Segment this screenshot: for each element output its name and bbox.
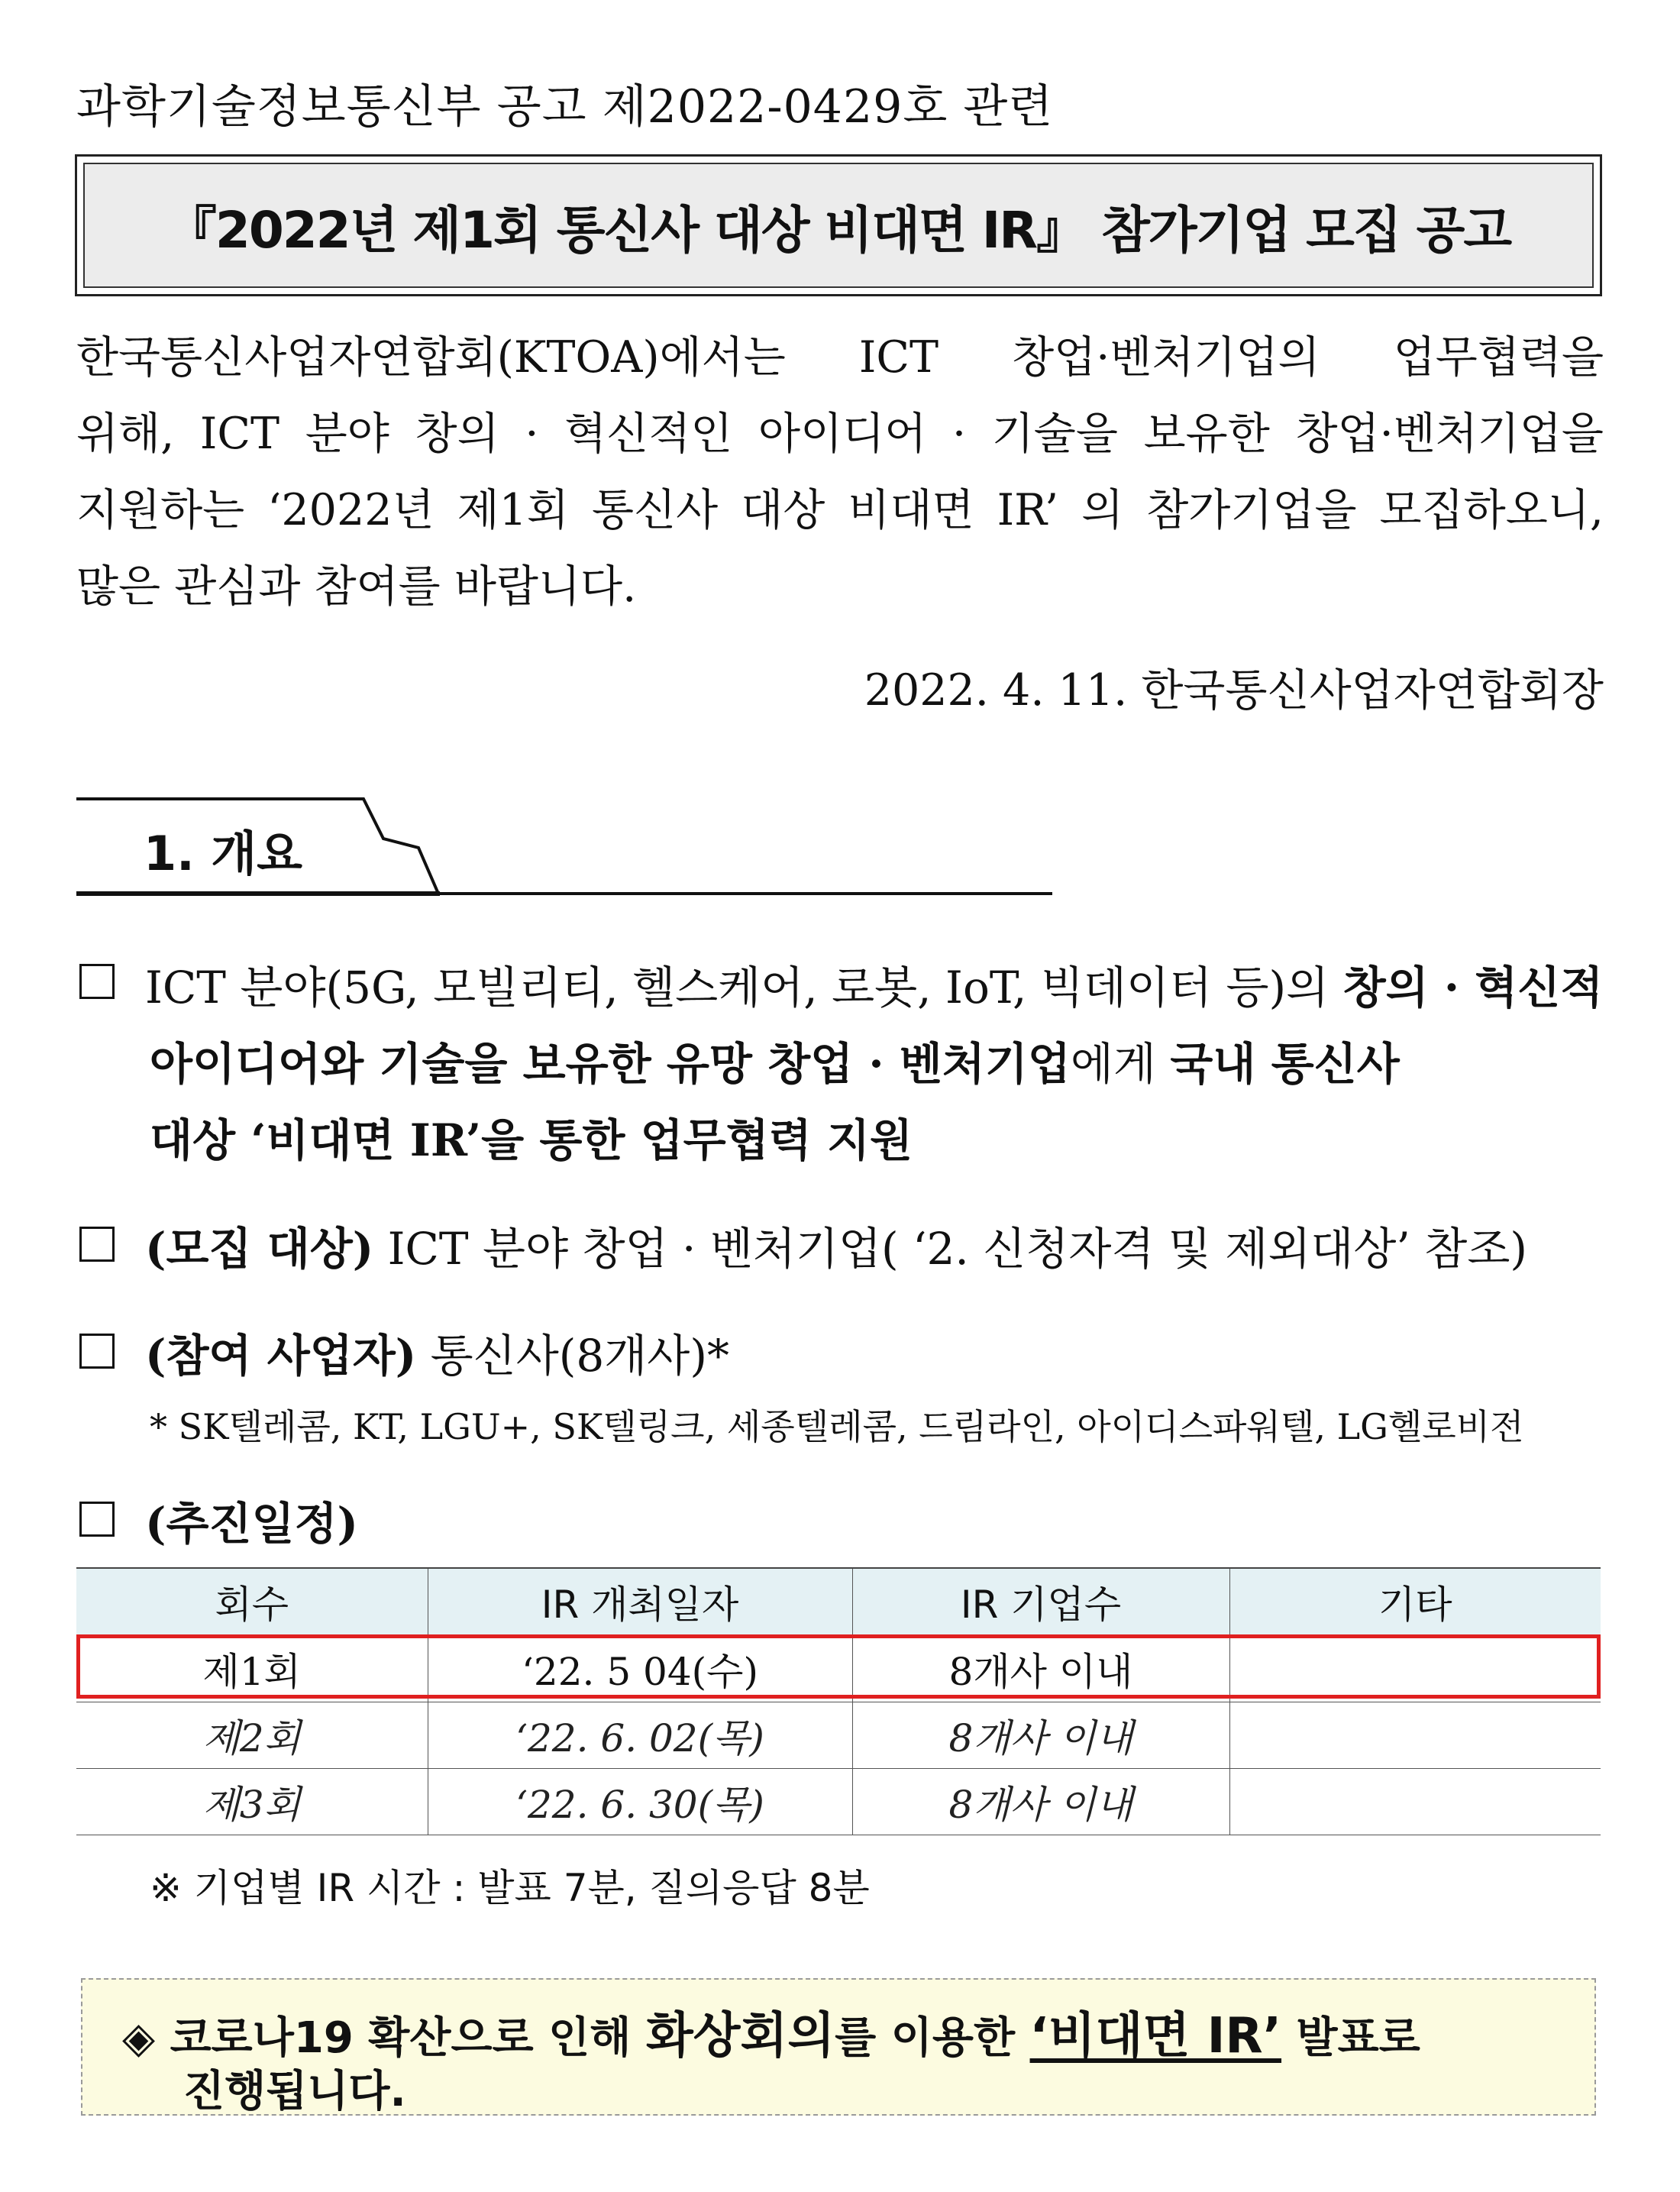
table-cell: ‘22. 5 04(수) bbox=[428, 1635, 852, 1702]
notice-emphasis: 화상회의 bbox=[645, 2008, 835, 2064]
date-signature: 2022. 4. 11. 한국통신사업자연합회장 bbox=[864, 665, 1604, 716]
table-cell bbox=[1229, 1769, 1601, 1835]
notice-text: 코로나19 확산으로 인해 bbox=[155, 2013, 646, 2063]
overview-emphasis: 창의 · 혁신적 bbox=[1342, 962, 1604, 1014]
intro-line-4: 많은 관심과 참여를 바랍니다. bbox=[76, 561, 637, 612]
overview-item-3 bbox=[145, 1320, 729, 1384]
table-row bbox=[76, 1635, 1601, 1702]
overview-item-1-line-1 bbox=[145, 952, 1603, 1016]
recruit-target-text: ICT 분야 창업 · 벤처기업( ‘2. 신청자격 및 제외대상’ 참조) bbox=[373, 1223, 1527, 1275]
checkbox-square-icon bbox=[79, 1334, 115, 1369]
table-cell: 8개사 이내 bbox=[852, 1702, 1229, 1769]
checkbox-square-icon bbox=[79, 964, 115, 999]
ir-time-note: ※ 기업별 IR 시간 : 발표 7분, 질의응답 8분 bbox=[150, 1866, 870, 1910]
table-header-cell: 회수 bbox=[76, 1568, 428, 1635]
intro-line-1: 한국통신사업자연합회(KTOA)에서는 ICT 창업·벤처기업의 업무협력을 bbox=[76, 332, 1604, 383]
table-header-cell: IR 기업수 bbox=[852, 1568, 1229, 1635]
diamond-bullet-icon: ◈ bbox=[122, 2013, 156, 2063]
overview-text: ICT 분야(5G, 모빌리티, 헬스케어, 로봇, IoT, 빅데이터 등)의 bbox=[145, 962, 1343, 1014]
table-cell: ‘22. 6. 02(목) bbox=[428, 1702, 852, 1769]
operators-footnote: * SK텔레콤, KT, LGU+, SK텔링크, 세종텔레콤, 드림라인, 아이디스파워텔, LG헬로비전 bbox=[150, 1406, 1524, 1447]
title-box-inner bbox=[83, 163, 1594, 288]
overview-text: 에게 bbox=[1070, 1038, 1171, 1090]
overview-emphasis: 아이디어와 기술을 보유한 유망 창업 · 벤처기업 bbox=[150, 1038, 1071, 1090]
recruit-target-label: (모집 대상) bbox=[145, 1223, 374, 1275]
table-cell bbox=[1229, 1702, 1601, 1769]
table-cell: 제3회 bbox=[76, 1769, 428, 1835]
checkbox-square-icon bbox=[79, 1227, 115, 1262]
overview-item-1-line-2 bbox=[150, 1028, 1400, 1092]
intro-line-2: 위해, ICT 분야 창의 · 혁신적인 아이디어 · 기술을 보유한 창업·벤처기업을 bbox=[76, 409, 1604, 459]
notice-underlined: ‘비대면 IR’ bbox=[1029, 2008, 1282, 2064]
table-cell: 8개사 이내 bbox=[852, 1635, 1229, 1702]
reference-line: 과학기술정보통신부 공고 제2022-0429호 관련 bbox=[76, 80, 1054, 134]
intro-line-3: 지원하는 ‘2022년 제1회 통신사 대상 비대면 IR’ 의 참가기업을 모집하오니, bbox=[76, 485, 1604, 535]
table-row bbox=[76, 1702, 1601, 1769]
table-row bbox=[76, 1769, 1601, 1835]
schedule-label: (추진일정) bbox=[145, 1498, 358, 1550]
notice-text: 발표로 bbox=[1281, 2013, 1420, 2063]
table-cell: 제1회 bbox=[76, 1635, 428, 1702]
schedule-table bbox=[76, 1567, 1601, 1835]
notice-line-1 bbox=[122, 1996, 1420, 2067]
section-heading: 1. 개요 bbox=[144, 826, 303, 881]
table-cell: 제2회 bbox=[76, 1702, 428, 1769]
participants-text: 통신사(8개사)* bbox=[416, 1330, 729, 1382]
notice-text: 를 이용한 bbox=[835, 2013, 1030, 2063]
document-title: 『2022년 제1회 통신사 대상 비대면 IR』 참가기업 모집 공고 bbox=[166, 200, 1511, 260]
participants-label: (참여 사업자) bbox=[145, 1330, 417, 1382]
overview-emphasis: 국내 통신사 bbox=[1170, 1038, 1400, 1090]
table-header-cell: 기타 bbox=[1229, 1568, 1601, 1635]
table-cell: 8개사 이내 bbox=[852, 1769, 1229, 1835]
intro-paragraph bbox=[76, 319, 1604, 625]
table-cell: ‘22. 6. 30(목) bbox=[428, 1769, 852, 1835]
table-header-row bbox=[76, 1568, 1601, 1635]
checkbox-square-icon bbox=[79, 1502, 115, 1537]
overview-item-1-line-3: 대상 ‘비대면 IR’을 통한 업무협력 지원 bbox=[150, 1114, 913, 1166]
title-box bbox=[75, 154, 1602, 296]
table-cell bbox=[1229, 1635, 1601, 1702]
notice-line-2: 진행됩니다. bbox=[183, 2067, 406, 2116]
table-header-cell: IR 개최일자 bbox=[428, 1568, 852, 1635]
overview-item-2 bbox=[145, 1213, 1527, 1277]
